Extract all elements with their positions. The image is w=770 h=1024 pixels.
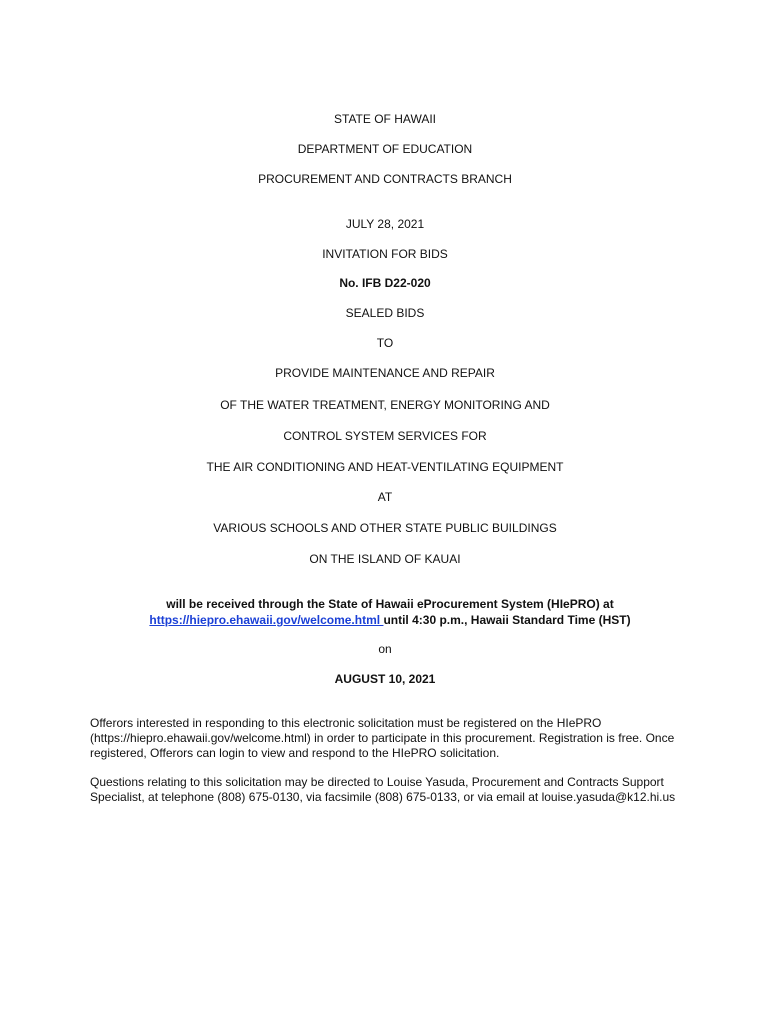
ifb-number: No. IFB D22-020 [339, 276, 431, 290]
receipt-notice-line2 [90, 612, 690, 628]
on-label: on [378, 642, 392, 656]
title-line: ON THE ISLAND OF KAUAI [309, 552, 461, 566]
title-line: OF THE WATER TREATMENT, ENERGY MONITORING AND [220, 398, 550, 412]
questions-paragraph: Questions relating to this solicitation may be directed to Louise Yasuda, Procurement and Contracts Support Specialist, at telephone (808) 675-0130, via facsimile (808) 675-0133, or via email at louise.yasuda@k12.hi.us [90, 775, 676, 804]
hiepro-link[interactable]: https://hiepro.ehawaii.gov/welcome.html [149, 613, 384, 627]
issue-date: JULY 28, 2021 [345, 217, 425, 231]
title-line: CONTROL SYSTEM SERVICES FOR [283, 429, 487, 443]
receipt-notice [90, 596, 690, 628]
sealed-bids-label: SEALED BIDS [345, 306, 425, 320]
title-line: AT [377, 490, 393, 504]
deadline-text: until 4:30 p.m., Hawaii Standard Time (HST) [383, 613, 631, 627]
registration-paragraph: Offerors interested in responding to this electronic solicitation must be registered on the HIePRO (https://hiepro.ehawaii.gov/welcome.html) in order to participate in this procurement. Registration is free. Once registered, Offerors can login to view and respond to the HIePRO solicitation. [90, 716, 675, 760]
invitation-heading: INVITATION FOR BIDS [322, 247, 448, 261]
state-heading: STATE OF HAWAII [334, 112, 436, 126]
receipt-notice-line1: will be received through the State of Hawaii eProcurement System (HIePRO) at [166, 597, 614, 611]
branch-heading: PROCUREMENT AND CONTRACTS BRANCH [258, 172, 512, 186]
due-date: AUGUST 10, 2021 [334, 672, 436, 686]
title-line: THE AIR CONDITIONING AND HEAT-VENTILATING EQUIPMENT [206, 460, 564, 474]
department-heading: DEPARTMENT OF EDUCATION [297, 142, 473, 156]
title-line: VARIOUS SCHOOLS AND OTHER STATE PUBLIC BUILDINGS [213, 521, 557, 535]
to-label: TO [376, 336, 394, 350]
title-line: PROVIDE MAINTENANCE AND REPAIR [275, 366, 495, 380]
